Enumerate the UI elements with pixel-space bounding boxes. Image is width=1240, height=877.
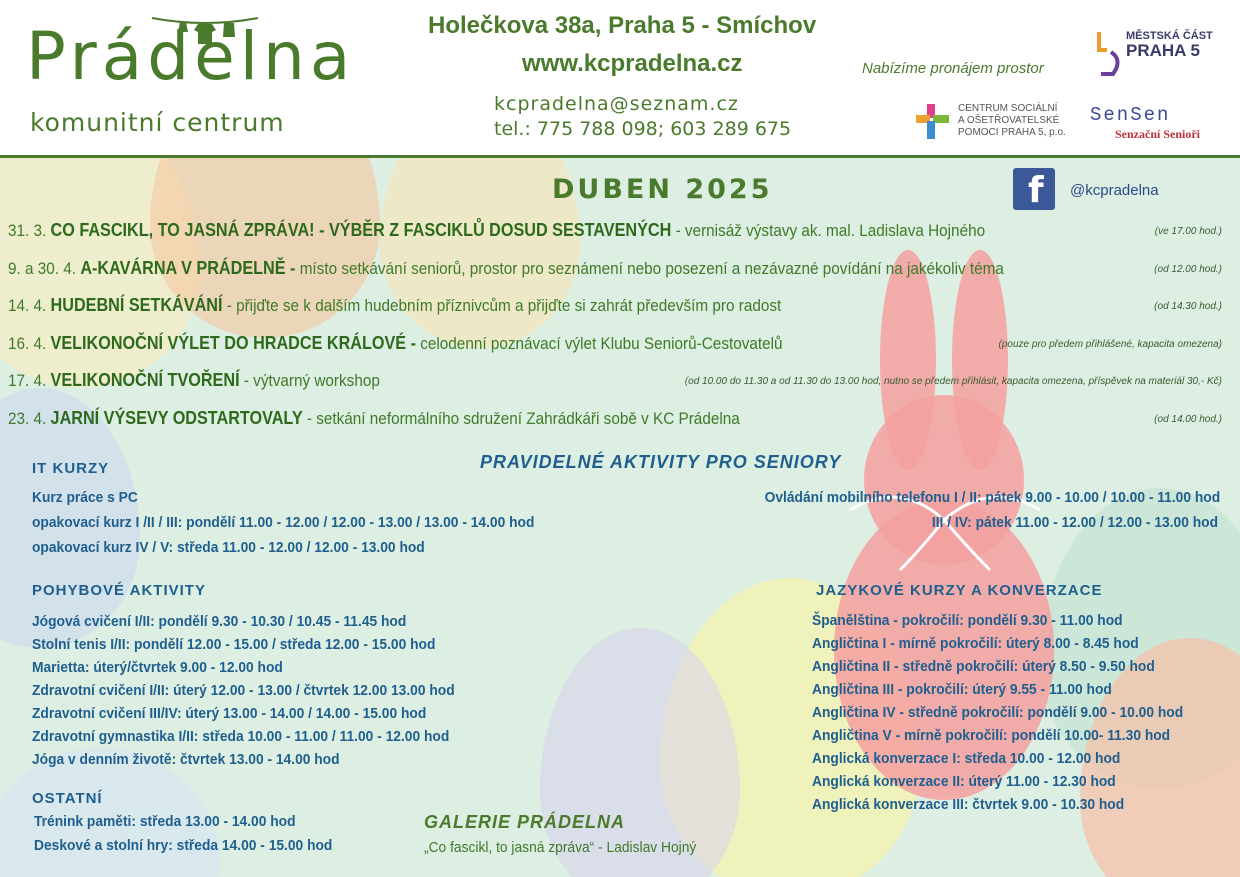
event-row — [8, 370, 380, 391]
language-line: Anglická konverzace II: úterý 11.00 - 12.30 hod — [812, 773, 1116, 790]
movement-line: Zdravotní cvičení III/IV: úterý 13.00 - 14.00 / 14.00 - 15.00 hod — [32, 705, 427, 722]
praha5-line1: MĚSTSKÁ ČÁST — [1126, 30, 1213, 42]
praha5-logo-icon — [1095, 30, 1125, 78]
csop-logo-icon — [914, 102, 954, 142]
phone: tel.: 775 788 098; 603 289 675 — [494, 118, 792, 140]
event-title: CO FASCIKL, TO JASNÁ ZPRÁVA! - VÝBĚR Z FASCIKLŮ DOSUD SESTAVENÝCH — [50, 220, 672, 240]
event-date: 17. 4. — [8, 371, 47, 390]
csop-line3: POMOCI PRAHA 5, p.o. — [958, 127, 1066, 138]
event-row — [8, 333, 783, 354]
event-description: - setkání neformálního sdružení Zahrádkáři sobě v KC Prádelna — [302, 409, 740, 428]
other-heading: OSTATNÍ — [32, 790, 103, 807]
praha5-line2: PRAHA 5 — [1126, 41, 1200, 60]
movement-line: Marietta: úterý/čtvrtek 9.00 - 12.00 hod — [32, 659, 283, 676]
event-note: (od 10.00 do 11.30 a od 11.30 do 13.00 hod, nutno se předem přihlásit, kapacita omezena, příspěvek na materiál 30,- Kč) — [684, 376, 1222, 387]
event-row — [8, 258, 1004, 279]
other-line: Deskové a stolní hry: středa 14.00 - 15.00 hod — [34, 837, 333, 854]
logo-subtitle: komunitní centrum — [30, 108, 285, 137]
facebook-icon[interactable]: f — [1013, 168, 1055, 210]
event-note: (od 14.00 hod.) — [1154, 414, 1222, 425]
event-note: (pouze pro předem přihlášené, kapacita omezena) — [998, 339, 1222, 350]
language-line: Anglická konverzace III: čtvrtek 9.00 - 10.30 hod — [812, 796, 1125, 813]
movement-line: Stolní tenis I/II: pondělí 12.00 - 15.00 / středa 12.00 - 15.00 hod — [32, 636, 436, 653]
egg-decoration — [380, 158, 580, 348]
event-title: JARNÍ VÝSEVY ODSTARTOVALY — [50, 408, 303, 428]
sensen-subtitle: Senzační Senioři — [1115, 127, 1201, 141]
mobile-course-line: III / IV: pátek 11.00 - 12.00 / 12.00 - 13.00 hod — [931, 514, 1218, 531]
language-line: Angličtina III - pokročilí: úterý 9.55 - 11.00 hod — [812, 681, 1112, 698]
event-date: 31. 3. — [8, 221, 47, 240]
languages-heading: JAZYKOVÉ KURZY A KONVERZACE — [816, 582, 1103, 599]
movement-line: Jóga v denním životě: čtvrtek 13.00 - 14.00 hod — [32, 751, 340, 768]
event-date: 14. 4. — [8, 296, 47, 315]
language-line: Angličtina I - mírně pokročilí: úterý 8.00 - 8.45 hod — [812, 635, 1139, 652]
event-description: místo setkávání seniorů, prostor pro seznámení nebo posezení a nezávazné povídání na jakékoliv téma — [295, 259, 1004, 278]
event-title: HUDEBNÍ SETKÁVÁNÍ — [50, 295, 223, 315]
csop-text — [958, 103, 1066, 139]
event-row — [8, 295, 781, 316]
email[interactable]: kcpradelna@seznam.cz — [494, 93, 739, 115]
movement-heading: POHYBOVÉ AKTIVITY — [32, 582, 206, 599]
event-date: 9. a 30. 4. — [8, 259, 77, 278]
mobile-course-line: Ovládání mobilního telefonu I / II: pátek 9.00 - 10.00 / 10.00 - 11.00 hod — [764, 489, 1220, 506]
sensen-logo: SenSen — [1090, 104, 1171, 126]
language-line: Angličtina II - středně pokročilí: úterý 8.50 - 9.50 hod — [812, 658, 1155, 675]
gallery-heading: GALERIE PRÁDELNA — [424, 812, 626, 832]
event-note: (ve 17.00 hod.) — [1154, 226, 1222, 237]
logo-title: Prádelna — [26, 18, 356, 95]
gallery-text: „Co fascikl, to jasná zpráva“ - Ladislav Hojný — [424, 839, 697, 856]
language-line: Angličtina V - mírně pokročilí: pondělí 10.00- 11.30 hod — [812, 727, 1171, 744]
event-date: 23. 4. — [8, 409, 47, 428]
header — [0, 0, 1240, 156]
it-heading: IT KURZY — [32, 460, 110, 477]
language-line: Španělština - pokročilí: pondělí 9.30 - 11.00 hod — [812, 612, 1123, 629]
event-row — [8, 408, 740, 429]
movement-line: Jógová cvičení I/II: pondělí 9.30 - 10.30 / 10.45 - 11.45 hod — [32, 613, 407, 630]
rental-note: Nabízíme pronájem prostor — [862, 60, 1044, 77]
address: Holečkova 38a, Praha 5 - Smíchov — [428, 12, 817, 39]
language-line: Anglická konverzace I: středa 10.00 - 12.00 hod — [812, 750, 1121, 767]
event-note: (od 12.00 hod.) — [1154, 264, 1222, 275]
csop-line1: CENTRUM SOCIÁLNÍ — [958, 103, 1058, 114]
event-description: celodenní poznávací výlet Klubu Seniorů-Cestovatelů — [415, 334, 783, 353]
language-line: Angličtina IV - středně pokročilí: pondělí 9.00 - 10.00 hod — [812, 704, 1184, 721]
event-title: VELIKONOČNÍ VÝLET DO HRADCE KRÁLOVÉ - — [50, 333, 416, 353]
other-line: Trénink paměti: středa 13.00 - 14.00 hod — [34, 813, 296, 830]
event-description: - výtvarný workshop — [239, 371, 380, 390]
poster-background — [0, 158, 1240, 877]
regular-activities-heading: PRAVIDELNÉ AKTIVITY PRO SENIORY — [480, 452, 842, 472]
movement-line: Zdravotní cvičení I/II: úterý 12.00 - 13.00 / čtvrtek 12.00 13.00 hod — [32, 682, 455, 699]
event-note: (od 14.30 hod.) — [1154, 301, 1222, 312]
csop-line2: A OŠETŘOVATELSKÉ — [958, 115, 1060, 126]
movement-line: Zdravotní gymnastika I/II: středa 10.00 - 11.00 / 11.00 - 12.00 hod — [32, 728, 450, 745]
it-line: opakovací kurz I /II / III: pondělí 11.00 - 12.00 / 12.00 - 13.00 / 13.00 - 14.00 hod — [32, 514, 535, 531]
event-title: VELIKONOČNÍ TVOŘENÍ — [50, 370, 240, 390]
month-title: DUBEN 2025 — [552, 174, 773, 205]
it-line: opakovací kurz IV / V: středa 11.00 - 12.00 / 12.00 - 13.00 hod — [32, 539, 425, 556]
website[interactable]: www.kcpradelna.cz — [522, 50, 743, 77]
event-description: - vernisáž výstavy ak. mal. Ladislava Hojného — [671, 221, 986, 240]
event-row — [8, 220, 985, 241]
facebook-handle[interactable]: @kcpradelna — [1070, 182, 1159, 199]
it-line: Kurz práce s PC — [32, 489, 138, 506]
event-description: - přijďte se k dalším hudebním příznivcům a přijďte si zahrát především pro radost — [222, 296, 782, 315]
event-date: 16. 4. — [8, 334, 47, 353]
event-title: A-KAVÁRNA V PRÁDELNĚ - — [80, 258, 296, 278]
